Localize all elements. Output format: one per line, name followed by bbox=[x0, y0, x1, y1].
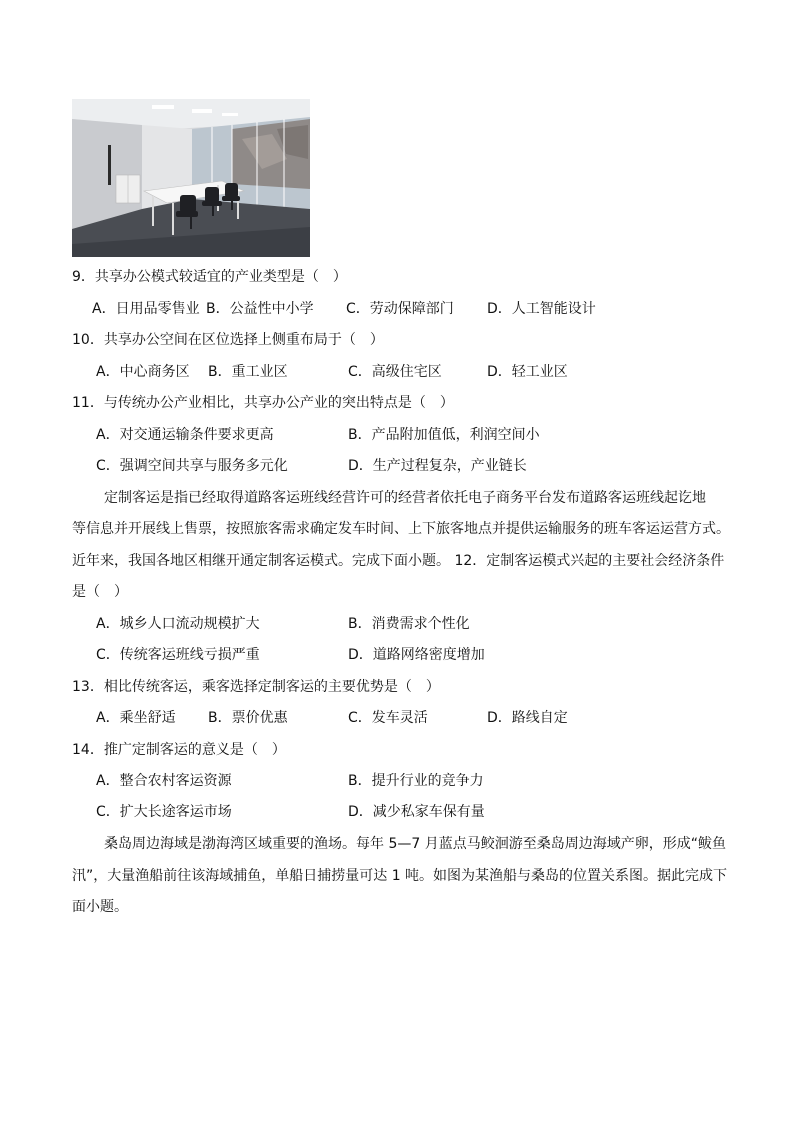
q10-option-d: D．轻工业区 bbox=[487, 364, 568, 380]
q11-option-d: D．生产过程复杂，产业链长 bbox=[348, 458, 527, 474]
passage-1-line-1: 定制客运是指已经取得道路客运班线经营许可的经营者依托电子商务平台发布道路客运班线起讫地 bbox=[104, 490, 706, 506]
q11-option-a: A．对交通运输条件要求更高 bbox=[96, 427, 274, 443]
q11-option-c: C．强调空间共享与服务多元化 bbox=[96, 458, 288, 474]
passage-2-line-1: 桑岛周边海域是渤海湾区域重要的渔场。每年 5—7 月蓝点马鲛洄游至桑岛周边海域产卵，形成“鲅鱼 bbox=[104, 836, 726, 852]
question-13-stem: 13．相比传统客运，乘客选择定制客运的主要优势是（ ） bbox=[72, 679, 440, 695]
q13-option-b: B．票价优惠 bbox=[208, 710, 288, 726]
passage-2-line-2: 汛”，大量渔船前往该海域捕鱼，单船日捕捞量可达 1 吨。如图为某渔船与桑岛的位置关系图。据此完成下 bbox=[72, 868, 728, 884]
q10-option-c: C．高级住宅区 bbox=[348, 364, 442, 380]
question-11-stem: 11．与传统办公产业相比，共享办公产业的突出特点是（ ） bbox=[72, 395, 454, 411]
q9-option-c: C．劳动保障部门 bbox=[346, 301, 454, 317]
q13-option-c: C．发车灵活 bbox=[348, 710, 428, 726]
passage-1-line-3: 近年来，我国各地区相继开通定制客运模式。完成下面小题。 12．定制客运模式兴起的主要社会经济条件 bbox=[72, 553, 725, 569]
q9-option-b: B．公益性中小学 bbox=[206, 301, 314, 317]
passage-2-line-3: 面小题。 bbox=[72, 899, 128, 915]
q9-option-a: A．日用品零售业 bbox=[92, 301, 200, 317]
q12-option-a: A．城乡人口流动规模扩大 bbox=[96, 616, 260, 632]
question-9-stem: 9．共享办公模式较适宜的产业类型是（ ） bbox=[72, 269, 347, 285]
q14-option-b: B．提升行业的竞争力 bbox=[348, 773, 484, 789]
q12-option-b: B．消费需求个性化 bbox=[348, 616, 470, 632]
question-10-stem: 10．共享办公空间在区位选择上侧重布局于（ ） bbox=[72, 332, 384, 348]
q9-option-d: D．人工智能设计 bbox=[487, 301, 596, 317]
q14-option-d: D．减少私家车保有量 bbox=[348, 804, 485, 820]
q10-option-a: A．中心商务区 bbox=[96, 364, 190, 380]
q14-option-c: C．扩大长途客运市场 bbox=[96, 804, 232, 820]
q10-option-b: B．重工业区 bbox=[208, 364, 288, 380]
q11-option-b: B．产品附加值低，利润空间小 bbox=[348, 427, 540, 443]
q14-option-a: A．整合农村客运资源 bbox=[96, 773, 232, 789]
q12-option-c: C．传统客运班线亏损严重 bbox=[96, 647, 260, 663]
office-photo bbox=[72, 99, 310, 257]
passage-1-line-2: 等信息并开展线上售票，按照旅客需求确定发车时间、上下旅客地点并提供运输服务的班车客运运营方式。 bbox=[72, 521, 730, 537]
question-12-stem-end: 是（ ） bbox=[72, 584, 128, 600]
question-14-stem: 14．推广定制客运的意义是（ ） bbox=[72, 742, 286, 758]
q12-option-d: D．道路网络密度增加 bbox=[348, 647, 485, 663]
q13-option-a: A．乘坐舒适 bbox=[96, 710, 176, 726]
q13-option-d: D．路线自定 bbox=[487, 710, 568, 726]
